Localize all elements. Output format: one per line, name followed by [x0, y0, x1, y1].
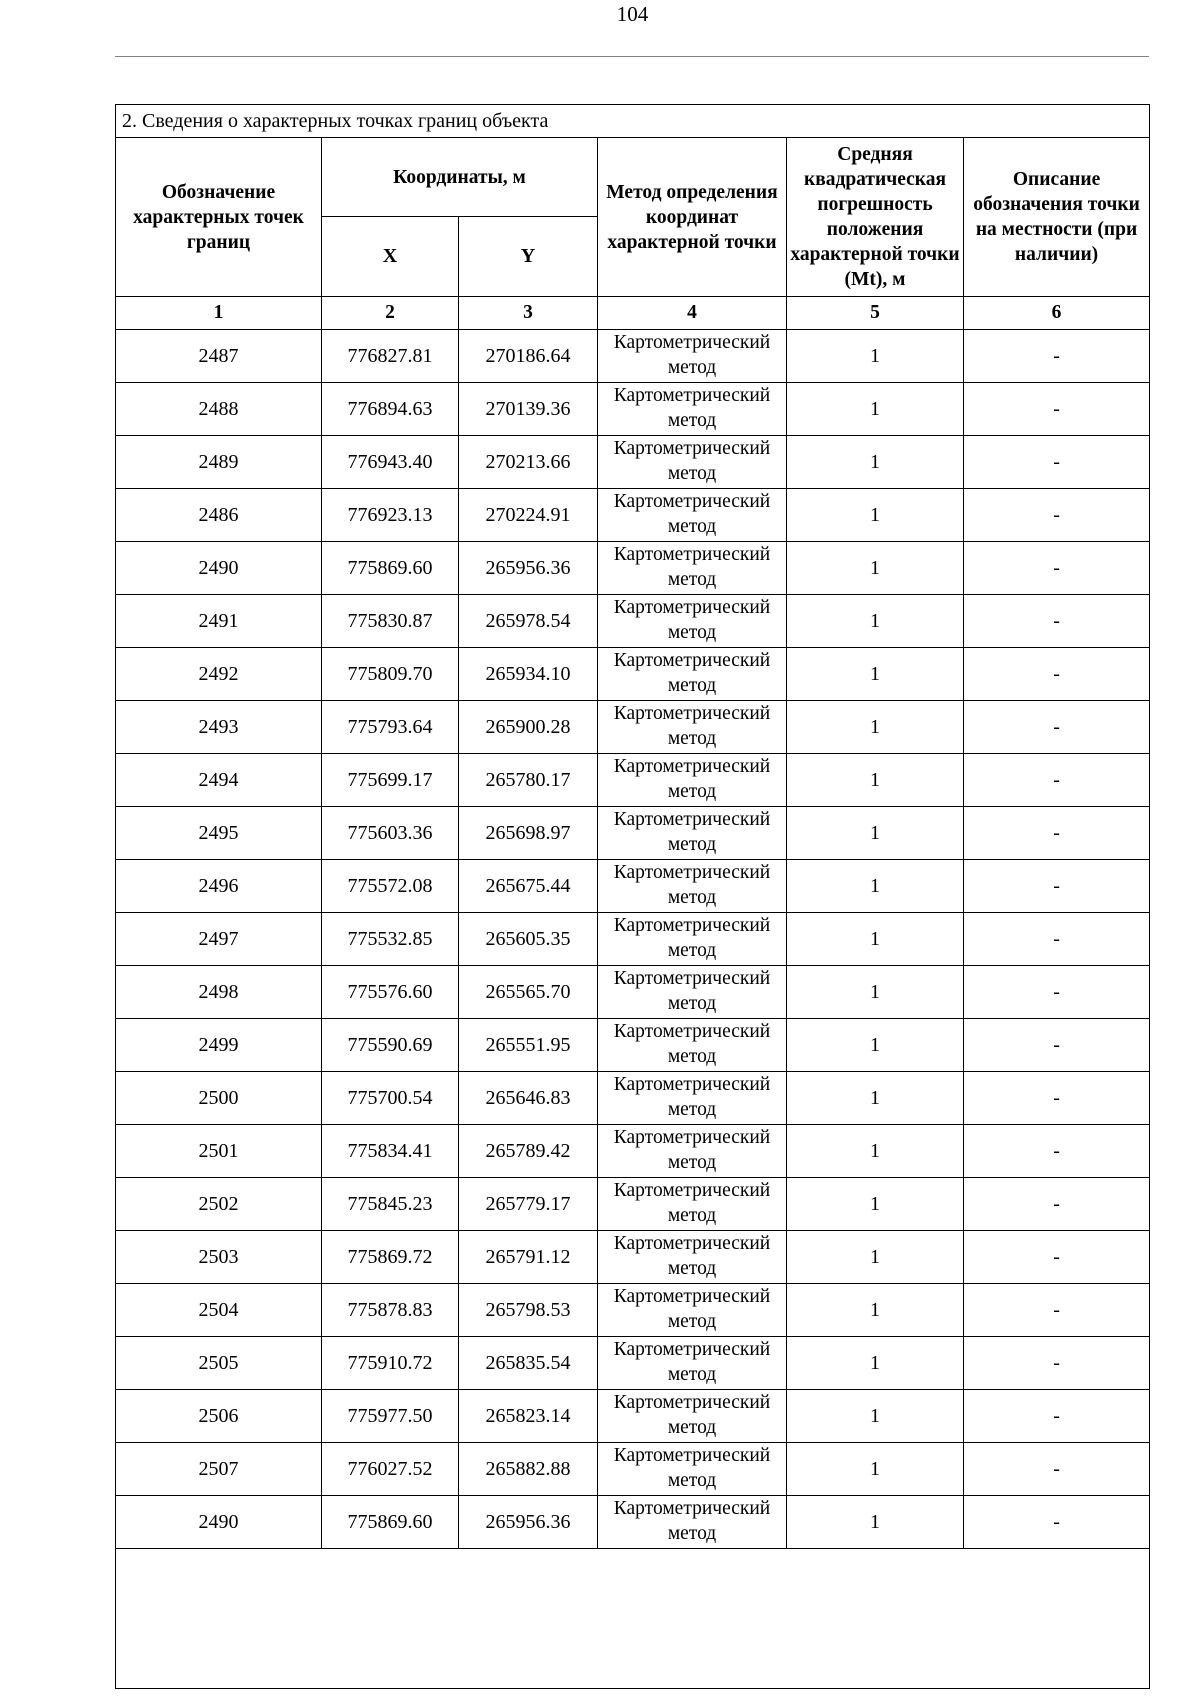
- method-cell: Картометрический метод: [598, 595, 787, 648]
- y-coordinate-cell: 265798.53: [459, 1284, 598, 1337]
- point-cell: 2499: [116, 1019, 322, 1072]
- description-cell: -: [964, 330, 1150, 383]
- y-coordinate-cell: 270186.64: [459, 330, 598, 383]
- x-coordinate-cell: 775590.69: [322, 1019, 459, 1072]
- accuracy-cell: 1: [787, 966, 964, 1019]
- description-cell: -: [964, 648, 1150, 701]
- accuracy-cell: 1: [787, 1178, 964, 1231]
- x-coordinate-cell: 775910.72: [322, 1337, 459, 1390]
- accuracy-cell: 1: [787, 1443, 964, 1496]
- column-number: 1: [116, 297, 322, 330]
- y-coordinate-cell: 270213.66: [459, 436, 598, 489]
- point-cell: 2505: [116, 1337, 322, 1390]
- description-cell: -: [964, 1496, 1150, 1549]
- x-coordinate-cell: 776923.13: [322, 489, 459, 542]
- accuracy-cell: 1: [787, 1337, 964, 1390]
- method-cell: Картометрический метод: [598, 1443, 787, 1496]
- description-cell: -: [964, 701, 1150, 754]
- description-cell: -: [964, 1337, 1150, 1390]
- y-coordinate-cell: 265823.14: [459, 1390, 598, 1443]
- table-row: [116, 1231, 1150, 1284]
- y-coordinate-cell: 265675.44: [459, 860, 598, 913]
- point-cell: 2486: [116, 489, 322, 542]
- y-coordinate-cell: 265605.35: [459, 913, 598, 966]
- table-row: [116, 1072, 1150, 1125]
- x-coordinate-cell: 776894.63: [322, 383, 459, 436]
- point-cell: 2502: [116, 1178, 322, 1231]
- x-coordinate-cell: 775869.72: [322, 1231, 459, 1284]
- x-coordinate-cell: 775793.64: [322, 701, 459, 754]
- table-row: [116, 436, 1150, 489]
- description-cell: -: [964, 860, 1150, 913]
- table-row: [116, 1178, 1150, 1231]
- description-cell: -: [964, 595, 1150, 648]
- method-cell: Картометрический метод: [598, 1019, 787, 1072]
- point-cell: 2488: [116, 383, 322, 436]
- y-coordinate-cell: 270139.36: [459, 383, 598, 436]
- table-row: [116, 754, 1150, 807]
- method-cell: Картометрический метод: [598, 1178, 787, 1231]
- y-coordinate-cell: 265900.28: [459, 701, 598, 754]
- accuracy-cell: 1: [787, 330, 964, 383]
- accuracy-cell: 1: [787, 436, 964, 489]
- point-cell: 2497: [116, 913, 322, 966]
- description-cell: -: [964, 542, 1150, 595]
- y-coordinate-cell: 270224.91: [459, 489, 598, 542]
- method-cell: Картометрический метод: [598, 436, 787, 489]
- header-divider: [115, 56, 1149, 57]
- column-number-row: [116, 297, 1150, 330]
- point-cell: 2494: [116, 754, 322, 807]
- table-row: [116, 701, 1150, 754]
- header-y: Y: [459, 217, 598, 297]
- x-coordinate-cell: 775977.50: [322, 1390, 459, 1443]
- x-coordinate-cell: 776943.40: [322, 436, 459, 489]
- y-coordinate-cell: 265978.54: [459, 595, 598, 648]
- table-row: [116, 1284, 1150, 1337]
- table-row: [116, 1390, 1150, 1443]
- header-point-designation: Обозначение характерных точек границ: [116, 138, 322, 297]
- method-cell: Картометрический метод: [598, 1231, 787, 1284]
- method-cell: Картометрический метод: [598, 1284, 787, 1337]
- method-cell: Картометрический метод: [598, 383, 787, 436]
- x-coordinate-cell: 775700.54: [322, 1072, 459, 1125]
- y-coordinate-cell: 265698.97: [459, 807, 598, 860]
- table-row: [116, 1125, 1150, 1178]
- point-cell: 2490: [116, 542, 322, 595]
- accuracy-cell: 1: [787, 489, 964, 542]
- table-row: [116, 1443, 1150, 1496]
- table-row: [116, 807, 1150, 860]
- accuracy-cell: 1: [787, 1231, 964, 1284]
- y-coordinate-cell: 265551.95: [459, 1019, 598, 1072]
- description-cell: -: [964, 1178, 1150, 1231]
- y-coordinate-cell: 265565.70: [459, 966, 598, 1019]
- y-coordinate-cell: 265934.10: [459, 648, 598, 701]
- x-coordinate-cell: 775830.87: [322, 595, 459, 648]
- y-coordinate-cell: 265791.12: [459, 1231, 598, 1284]
- y-coordinate-cell: 265789.42: [459, 1125, 598, 1178]
- point-cell: 2498: [116, 966, 322, 1019]
- accuracy-cell: 1: [787, 1019, 964, 1072]
- accuracy-cell: 1: [787, 383, 964, 436]
- point-cell: 2491: [116, 595, 322, 648]
- y-coordinate-cell: 265882.88: [459, 1443, 598, 1496]
- description-cell: -: [964, 966, 1150, 1019]
- method-cell: Картометрический метод: [598, 754, 787, 807]
- method-cell: Картометрический метод: [598, 330, 787, 383]
- header-description: Описание обозначения точки на местности (при наличии): [964, 138, 1150, 297]
- column-number: 4: [598, 297, 787, 330]
- accuracy-cell: 1: [787, 1390, 964, 1443]
- method-cell: Картометрический метод: [598, 966, 787, 1019]
- method-cell: Картометрический метод: [598, 701, 787, 754]
- table-row: [116, 595, 1150, 648]
- accuracy-cell: 1: [787, 754, 964, 807]
- point-cell: 2490: [116, 1496, 322, 1549]
- x-coordinate-cell: 775699.17: [322, 754, 459, 807]
- accuracy-cell: 1: [787, 1125, 964, 1178]
- accuracy-cell: 1: [787, 701, 964, 754]
- y-coordinate-cell: 265956.36: [459, 1496, 598, 1549]
- method-cell: Картометрический метод: [598, 1496, 787, 1549]
- description-cell: -: [964, 1019, 1150, 1072]
- x-coordinate-cell: 775572.08: [322, 860, 459, 913]
- y-coordinate-cell: 265956.36: [459, 542, 598, 595]
- description-cell: -: [964, 489, 1150, 542]
- accuracy-cell: 1: [787, 1072, 964, 1125]
- point-cell: 2493: [116, 701, 322, 754]
- column-number: 2: [322, 297, 459, 330]
- x-coordinate-cell: 775603.36: [322, 807, 459, 860]
- method-cell: Картометрический метод: [598, 1337, 787, 1390]
- point-cell: 2492: [116, 648, 322, 701]
- accuracy-cell: 1: [787, 913, 964, 966]
- point-cell: 2496: [116, 860, 322, 913]
- table-row: [116, 913, 1150, 966]
- accuracy-cell: 1: [787, 1284, 964, 1337]
- y-coordinate-cell: 265646.83: [459, 1072, 598, 1125]
- x-coordinate-cell: 775532.85: [322, 913, 459, 966]
- table-row: [116, 383, 1150, 436]
- accuracy-cell: 1: [787, 1496, 964, 1549]
- y-coordinate-cell: 265835.54: [459, 1337, 598, 1390]
- method-cell: Картометрический метод: [598, 1072, 787, 1125]
- x-coordinate-cell: 775809.70: [322, 648, 459, 701]
- method-cell: Картометрический метод: [598, 913, 787, 966]
- method-cell: Картометрический метод: [598, 648, 787, 701]
- accuracy-cell: 1: [787, 807, 964, 860]
- accuracy-cell: 1: [787, 860, 964, 913]
- table-row: [116, 1337, 1150, 1390]
- table-row: [116, 860, 1150, 913]
- description-cell: -: [964, 913, 1150, 966]
- header-coordinates: Координаты, м: [322, 138, 598, 217]
- x-coordinate-cell: 775834.41: [322, 1125, 459, 1178]
- description-cell: -: [964, 1443, 1150, 1496]
- point-cell: 2503: [116, 1231, 322, 1284]
- header-x: X: [322, 217, 459, 297]
- table-row: [116, 648, 1150, 701]
- description-cell: -: [964, 754, 1150, 807]
- description-cell: -: [964, 1072, 1150, 1125]
- method-cell: Картометрический метод: [598, 489, 787, 542]
- point-cell: 2489: [116, 436, 322, 489]
- table-row: [116, 330, 1150, 383]
- x-coordinate-cell: 775869.60: [322, 1496, 459, 1549]
- x-coordinate-cell: 775878.83: [322, 1284, 459, 1337]
- column-number: 6: [964, 297, 1150, 330]
- header-method: Метод определения координат характерной точки: [598, 138, 787, 297]
- table-row: [116, 489, 1150, 542]
- x-coordinate-cell: 775869.60: [322, 542, 459, 595]
- section-title: 2. Сведения о характерных точках границ объекта: [116, 105, 1150, 138]
- blank-footer-row: [116, 1549, 1150, 1689]
- accuracy-cell: 1: [787, 595, 964, 648]
- method-cell: Картометрический метод: [598, 1390, 787, 1443]
- point-cell: 2500: [116, 1072, 322, 1125]
- description-cell: -: [964, 436, 1150, 489]
- table-row: [116, 966, 1150, 1019]
- accuracy-cell: 1: [787, 648, 964, 701]
- method-cell: Картометрический метод: [598, 860, 787, 913]
- point-cell: 2506: [116, 1390, 322, 1443]
- description-cell: -: [964, 383, 1150, 436]
- point-cell: 2507: [116, 1443, 322, 1496]
- table-row: [116, 542, 1150, 595]
- column-number: 3: [459, 297, 598, 330]
- point-cell: 2501: [116, 1125, 322, 1178]
- y-coordinate-cell: 265780.17: [459, 754, 598, 807]
- method-cell: Картометрический метод: [598, 1125, 787, 1178]
- column-number: 5: [787, 297, 964, 330]
- y-coordinate-cell: 265779.17: [459, 1178, 598, 1231]
- table-row: [116, 1496, 1150, 1549]
- description-cell: -: [964, 1284, 1150, 1337]
- description-cell: -: [964, 1231, 1150, 1284]
- x-coordinate-cell: 776827.81: [322, 330, 459, 383]
- boundary-points-table: [115, 104, 1150, 1689]
- method-cell: Картометрический метод: [598, 807, 787, 860]
- point-cell: 2487: [116, 330, 322, 383]
- method-cell: Картометрический метод: [598, 542, 787, 595]
- x-coordinate-cell: 776027.52: [322, 1443, 459, 1496]
- description-cell: -: [964, 807, 1150, 860]
- description-cell: -: [964, 1390, 1150, 1443]
- table-row: [116, 1019, 1150, 1072]
- point-cell: 2495: [116, 807, 322, 860]
- x-coordinate-cell: 775845.23: [322, 1178, 459, 1231]
- accuracy-cell: 1: [787, 542, 964, 595]
- description-cell: -: [964, 1125, 1150, 1178]
- point-cell: 2504: [116, 1284, 322, 1337]
- blank-footer-cell: [116, 1549, 1150, 1689]
- header-accuracy: Средняя квадратическая погрешность положения характерной точки (Mt), м: [787, 138, 964, 297]
- page-number: 104: [616, 2, 649, 26]
- x-coordinate-cell: 775576.60: [322, 966, 459, 1019]
